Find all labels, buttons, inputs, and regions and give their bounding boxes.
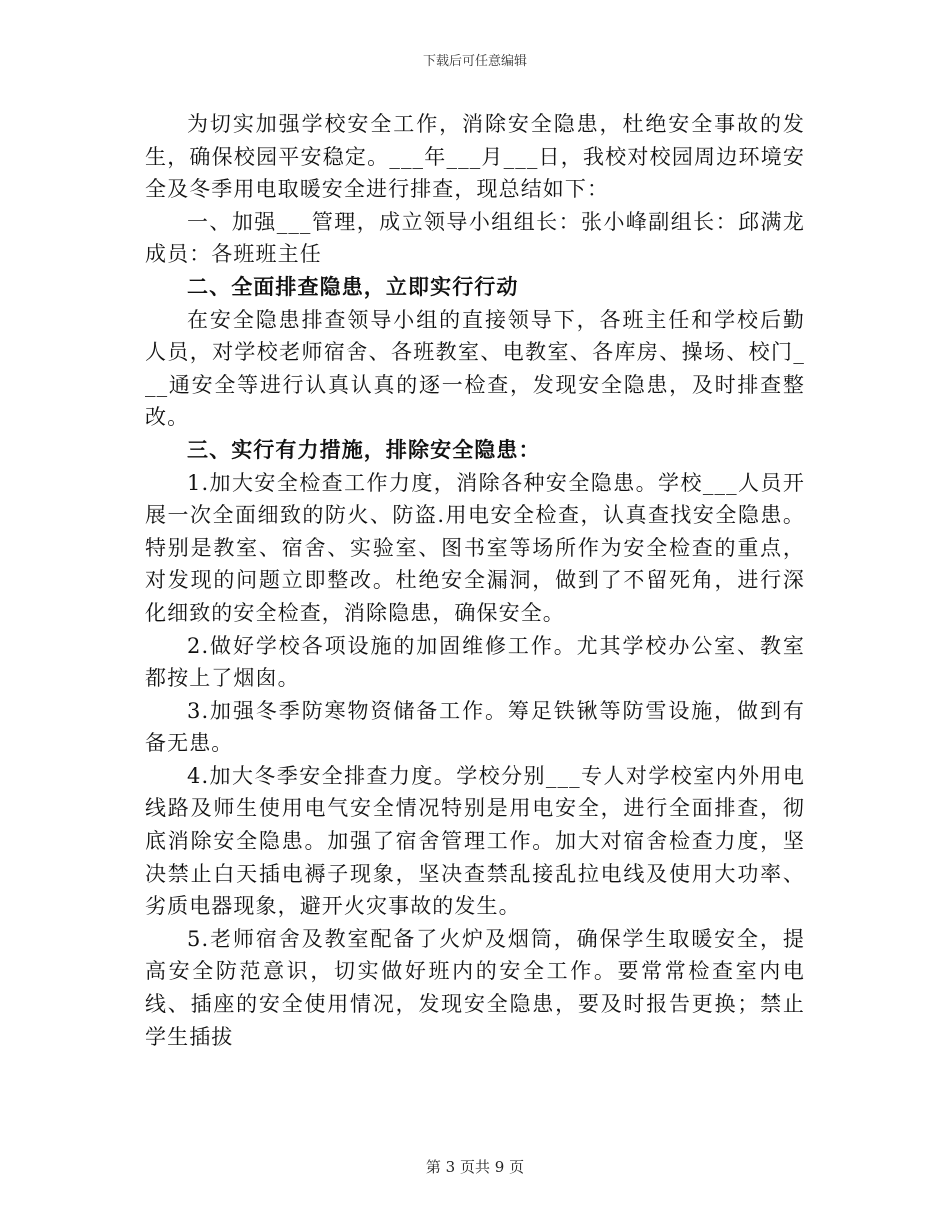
heading-section-3: 三、实行有力措施，排除安全隐患：: [187, 436, 541, 462]
paragraph-intro: 为切实加强学校安全工作，消除安全隐患，杜绝安全事故的发生，确保校园平安稳定。___年___月___日，我校对校园周边环境安全及冬季用电取暖安全进行排查，现总结如下：: [145, 112, 805, 202]
page-header: 下载后可任意编辑: [422, 54, 527, 69]
paragraph-item-5: 5.老师宿舍及教室配备了火炉及烟筒，确保学生取暖安全，提高安全防范意识，切实做好班内的安全工作。要常常检查室内电线、插座的安全使用情况，发现安全隐患，要及时报告更换；禁止学生插拔: [145, 926, 805, 1049]
paragraph-item-4: 4.加大冬季安全排查力度。学校分别___专人对学校室内外用电线路及师生使用电气安全情况特别是用电安全，进行全面排查，彻底消除安全隐患。加强了宿舍管理工作。加大对宿舍检查力度，坚决禁止白天插电褥子现象，坚决查禁乱接乱拉电线及使用大功率、劣质电器现象，避开火灾事故的发生。: [145, 763, 805, 919]
page-footer: 第 3 页共 9 页: [425, 1158, 525, 1176]
paragraph-item-1: 1.加大安全检查工作力度，消除各种安全隐患。学校___人员开展一次全面细致的防火、防盗.用电安全检查，认真查找安全隐患。特别是教室、宿舍、实验室、图书室等场所作为安全检查的重点，对发现的问题立即整改。杜绝安全漏洞，做到了不留死角，进行深化细致的安全检查，消除隐患，确保安全。: [145, 470, 805, 625]
paragraph-section-2-body: 在安全隐患排查领导小组的直接领导下，各班主任和学校后勤人员，对学校老师宿舍、各班教室、电教室、各库房、操场、校门___通安全等进行认真认真的逐一检查，发现安全隐患，及时排查整改。: [145, 307, 805, 430]
paragraph-item-2: 2.做好学校各项设施的加固维修工作。尤其学校办公室、教室都按上了烟囱。: [145, 633, 805, 691]
document-body: [145, 108, 805, 1053]
heading-section-2: 二、全面排查隐患，立即实行行动: [187, 273, 519, 299]
paragraph-item-3: 3.加强冬季防寒物资储备工作。筹足铁锹等防雪设施，做到有备无患。: [145, 698, 805, 756]
paragraph-section-1: 一、加强___管理，成立领导小组组长：张小峰副组长：邱满龙成员：各班班主任: [145, 209, 805, 267]
